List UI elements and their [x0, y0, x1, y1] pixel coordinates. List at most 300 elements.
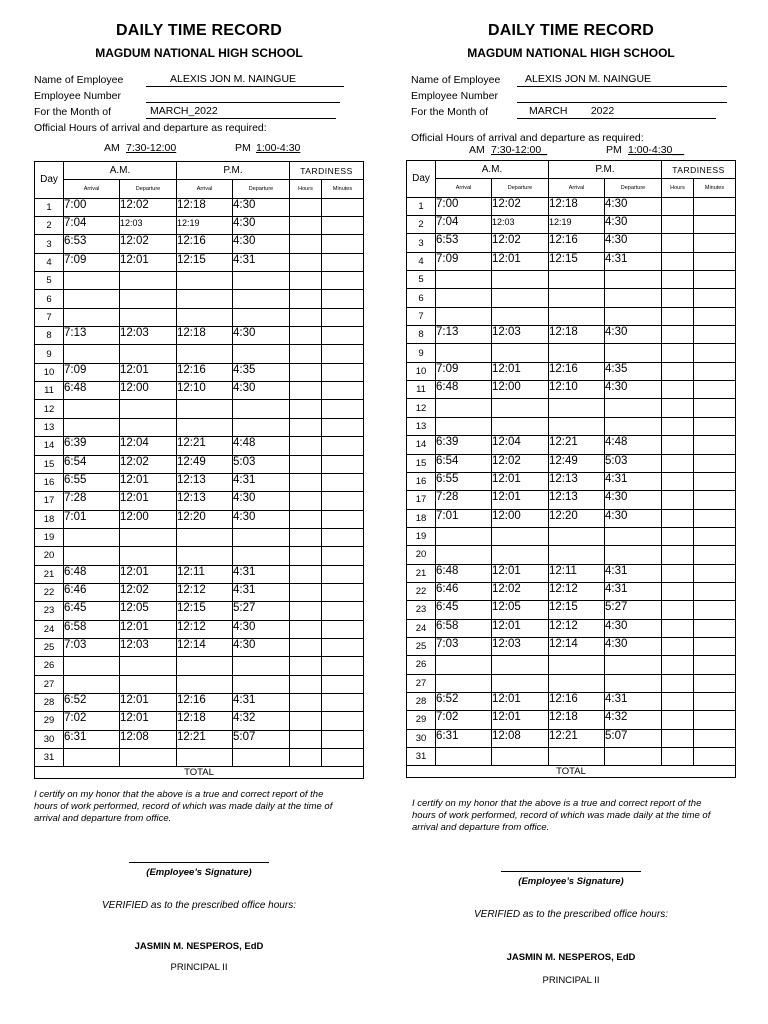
day-number: 23	[407, 601, 436, 619]
time-cell-am-in: 6:52	[64, 693, 120, 711]
table-row	[407, 216, 736, 234]
time-cell-am-out: 12:02	[492, 197, 549, 215]
time-cell-am-out: 12:05	[120, 602, 177, 620]
time-cell-pm-in: 12:16	[549, 234, 605, 252]
tardiness-minutes-cell	[322, 418, 364, 436]
day-number: 4	[407, 252, 436, 270]
table-row	[35, 712, 364, 730]
time-cell-pm-in	[549, 289, 605, 307]
official-hours-label: Official Hours of arrival and departure as required:	[34, 122, 267, 134]
time-cell-am-in: 7:03	[64, 638, 120, 656]
table-row	[35, 693, 364, 711]
time-cell-pm-in: 12:10	[549, 381, 605, 399]
day-number: 25	[35, 638, 64, 656]
time-cell-pm-in	[549, 546, 605, 564]
time-cell-am-in: 6:55	[436, 472, 492, 490]
tardiness-hours-cell	[290, 455, 322, 473]
time-cell-pm-in: 12:49	[549, 454, 605, 472]
time-cell-am-out: 12:03	[120, 217, 177, 235]
tardiness-minutes-cell	[322, 327, 364, 345]
tardiness-hours-cell	[290, 437, 322, 455]
day-number: 20	[407, 546, 436, 564]
table-row	[407, 252, 736, 270]
tardiness-hours-cell	[290, 290, 322, 308]
tardiness-minutes-cell	[694, 729, 736, 747]
arrival-header: Arrival	[436, 179, 492, 197]
tardiness-minutes-cell	[694, 197, 736, 215]
time-cell-am-out: 12:08	[120, 730, 177, 748]
time-cell-am-out	[492, 271, 549, 289]
table-row	[407, 307, 736, 325]
table-row	[35, 235, 364, 253]
time-cell-pm-in: 12:11	[549, 564, 605, 582]
time-cell-pm-in	[549, 656, 605, 674]
day-number: 11	[35, 382, 64, 400]
tardiness-minutes-cell	[694, 509, 736, 527]
time-cell-am-out: 12:04	[492, 436, 549, 454]
time-cell-am-in	[64, 272, 120, 290]
day-number: 19	[407, 527, 436, 545]
time-cell-am-out	[492, 307, 549, 325]
time-cell-pm-in	[177, 272, 233, 290]
time-cell-pm-out	[605, 546, 662, 564]
time-cell-pm-out: 4:30	[233, 217, 290, 235]
time-cell-am-in	[64, 528, 120, 546]
time-cell-am-out: 12:04	[120, 437, 177, 455]
tardiness-hours-cell	[662, 197, 694, 215]
time-cell-am-out: 12:03	[120, 327, 177, 345]
time-cell-am-out: 12:00	[492, 381, 549, 399]
time-cell-am-in: 7:13	[64, 327, 120, 345]
table-row	[35, 400, 364, 418]
time-cell-pm-out: 4:32	[605, 711, 662, 729]
time-cell-am-out: 12:01	[120, 712, 177, 730]
time-cell-am-in	[436, 674, 492, 692]
time-cell-am-out: 12:01	[120, 620, 177, 638]
school-name: MAGDUM NATIONAL HIGH SCHOOL	[467, 46, 675, 60]
verified-text: VERIFIED as to the prescribed office hours:	[474, 909, 668, 921]
departure-header: Departure	[120, 180, 177, 198]
time-cell-am-out: 12:02	[120, 455, 177, 473]
table-row	[407, 271, 736, 289]
tardiness-minutes-cell	[322, 675, 364, 693]
tardiness-hours-cell	[662, 436, 694, 454]
am-label: AM	[469, 144, 485, 156]
dtr-table	[34, 161, 364, 779]
day-number: 14	[35, 437, 64, 455]
time-cell-pm-out: 4:31	[605, 472, 662, 490]
arrival-header: Arrival	[549, 179, 605, 197]
time-cell-am-out	[492, 289, 549, 307]
time-cell-am-out	[120, 528, 177, 546]
principal-name: JASMIN M. NESPEROS, EdD	[134, 941, 264, 953]
tardiness-minutes-cell	[694, 692, 736, 710]
time-cell-pm-in: 12:18	[177, 327, 233, 345]
time-cell-am-in	[64, 657, 120, 675]
table-row	[407, 454, 736, 472]
time-cell-pm-out: 4:31	[233, 473, 290, 491]
tardiness-header: TARDINESS	[662, 161, 736, 179]
time-cell-am-out: 12:05	[492, 601, 549, 619]
minutes-header: Minutes	[322, 180, 364, 198]
table-row	[407, 197, 736, 215]
time-cell-am-out: 12:00	[492, 509, 549, 527]
tardiness-minutes-cell	[322, 198, 364, 216]
time-cell-am-in	[64, 675, 120, 693]
time-cell-pm-in: 12:16	[549, 692, 605, 710]
time-cell-am-out: 12:02	[492, 234, 549, 252]
day-number: 24	[407, 619, 436, 637]
time-cell-am-out	[492, 674, 549, 692]
arrival-header: Arrival	[177, 180, 233, 198]
time-cell-pm-out: 4:30	[233, 382, 290, 400]
day-number: 5	[35, 272, 64, 290]
time-cell-pm-out: 4:30	[233, 620, 290, 638]
day-number: 26	[35, 657, 64, 675]
time-cell-pm-out: 4:48	[605, 436, 662, 454]
time-cell-pm-out	[233, 749, 290, 767]
time-cell-pm-out: 4:30	[605, 637, 662, 655]
time-cell-am-in: 6:54	[64, 455, 120, 473]
time-cell-am-out: 12:01	[492, 692, 549, 710]
pm-header: P.M.	[549, 161, 662, 179]
time-cell-pm-out: 4:31	[233, 583, 290, 601]
time-cell-pm-out	[605, 656, 662, 674]
tardiness-minutes-cell	[694, 417, 736, 435]
day-number: 15	[407, 454, 436, 472]
table-row	[407, 729, 736, 747]
tardiness-hours-cell	[290, 583, 322, 601]
time-cell-pm-in: 12:16	[177, 363, 233, 381]
time-cell-pm-out: 4:31	[605, 582, 662, 600]
day-number: 9	[407, 344, 436, 362]
tardiness-minutes-cell	[694, 326, 736, 344]
day-number: 11	[407, 381, 436, 399]
time-cell-am-in: 6:58	[436, 619, 492, 637]
time-cell-pm-out	[233, 657, 290, 675]
time-cell-pm-in: 12:13	[549, 472, 605, 490]
time-cell-am-out: 12:01	[120, 363, 177, 381]
time-cell-pm-out: 4:31	[605, 692, 662, 710]
tardiness-hours-cell	[662, 417, 694, 435]
time-cell-am-out	[492, 546, 549, 564]
tardiness-minutes-cell	[322, 583, 364, 601]
day-number: 29	[407, 711, 436, 729]
day-number: 30	[407, 729, 436, 747]
time-cell-am-out: 12:03	[120, 638, 177, 656]
time-cell-am-in: 7:28	[64, 492, 120, 510]
tardiness-minutes-cell	[322, 712, 364, 730]
tardiness-hours-cell	[662, 454, 694, 472]
time-cell-pm-in: 12:16	[177, 693, 233, 711]
time-cell-pm-out: 5:07	[233, 730, 290, 748]
tardiness-hours-cell	[290, 528, 322, 546]
time-cell-pm-out: 4:31	[233, 565, 290, 583]
table-row	[407, 472, 736, 490]
time-cell-pm-in: 12:12	[549, 619, 605, 637]
time-cell-am-out	[120, 418, 177, 436]
tardiness-minutes-cell	[694, 307, 736, 325]
tardiness-minutes-cell	[694, 381, 736, 399]
time-cell-pm-in: 12:20	[177, 510, 233, 528]
tardiness-hours-cell	[662, 692, 694, 710]
certification-text: I certify on my honor that the above is a true and correct report of the hours of work performed, record of which was made daily at the time of arrival and departure from office.	[34, 789, 333, 825]
table-row	[35, 290, 364, 308]
time-cell-pm-in	[177, 749, 233, 767]
time-cell-pm-in: 12:10	[177, 382, 233, 400]
time-cell-pm-out: 4:31	[233, 693, 290, 711]
time-cell-pm-out: 4:30	[233, 198, 290, 216]
table-row	[35, 418, 364, 436]
day-number: 2	[407, 216, 436, 234]
table-row	[407, 527, 736, 545]
time-cell-am-in: 6:39	[64, 437, 120, 455]
time-cell-am-out: 12:08	[492, 729, 549, 747]
minutes-header: Minutes	[694, 179, 736, 197]
day-number: 16	[35, 473, 64, 491]
tardiness-minutes-cell	[694, 527, 736, 545]
time-cell-pm-out: 4:30	[605, 197, 662, 215]
time-cell-am-out	[492, 656, 549, 674]
day-number: 2	[35, 217, 64, 235]
time-cell-am-out	[120, 657, 177, 675]
time-cell-pm-out: 4:35	[233, 363, 290, 381]
principal-position: PRINCIPAL II	[542, 975, 600, 987]
table-row	[35, 565, 364, 583]
tardiness-hours-cell	[662, 289, 694, 307]
time-cell-pm-in: 12:15	[549, 252, 605, 270]
time-cell-pm-in: 12:21	[549, 436, 605, 454]
time-cell-am-in: 6:58	[64, 620, 120, 638]
time-cell-am-out: 12:01	[492, 252, 549, 270]
tardiness-minutes-cell	[322, 400, 364, 418]
tardiness-minutes-cell	[694, 491, 736, 509]
time-cell-am-out: 12:01	[492, 362, 549, 380]
time-cell-am-in	[436, 417, 492, 435]
hours-header: Hours	[290, 180, 322, 198]
time-cell-am-out: 12:02	[492, 582, 549, 600]
time-cell-am-in: 7:04	[436, 216, 492, 234]
signature-line	[501, 870, 641, 872]
time-cell-am-out: 12:00	[120, 510, 177, 528]
time-cell-am-in	[64, 290, 120, 308]
tardiness-minutes-cell	[694, 344, 736, 362]
tardiness-minutes-cell	[694, 436, 736, 454]
tardiness-hours-cell	[662, 509, 694, 527]
day-header: Day	[407, 161, 436, 198]
time-cell-am-in	[64, 547, 120, 565]
time-cell-am-in: 7:02	[436, 711, 492, 729]
table-row	[35, 510, 364, 528]
day-number: 19	[35, 528, 64, 546]
table-row	[35, 382, 364, 400]
time-cell-pm-in	[177, 418, 233, 436]
table-row	[35, 308, 364, 326]
day-number: 29	[35, 712, 64, 730]
time-cell-pm-in: 12:14	[177, 638, 233, 656]
tardiness-hours-cell	[662, 234, 694, 252]
am-hours-value: 7:30-12:00	[126, 142, 177, 154]
time-cell-pm-in: 12:21	[177, 437, 233, 455]
time-cell-am-in: 6:48	[64, 382, 120, 400]
time-cell-am-in: 6:31	[64, 730, 120, 748]
time-cell-am-out: 12:03	[492, 637, 549, 655]
tardiness-hours-cell	[290, 657, 322, 675]
tardiness-hours-cell	[290, 418, 322, 436]
time-cell-pm-out: 4:30	[605, 381, 662, 399]
time-cell-pm-out: 4:30	[233, 638, 290, 656]
day-header: Day	[35, 162, 64, 199]
pm-label: PM	[606, 144, 622, 156]
tardiness-minutes-cell	[694, 362, 736, 380]
time-cell-am-out	[492, 344, 549, 362]
day-number: 13	[35, 418, 64, 436]
time-cell-am-out: 12:01	[492, 564, 549, 582]
time-cell-pm-in: 12:18	[549, 711, 605, 729]
day-number: 12	[407, 399, 436, 417]
day-number: 3	[407, 234, 436, 252]
table-row	[35, 547, 364, 565]
day-number: 16	[407, 472, 436, 490]
tardiness-hours-cell	[290, 272, 322, 290]
departure-header: Departure	[233, 180, 290, 198]
day-number: 30	[35, 730, 64, 748]
tardiness-hours-cell	[290, 253, 322, 271]
employee-signature-label: (Employee’s Signature)	[518, 876, 624, 888]
time-cell-am-in: 6:54	[436, 454, 492, 472]
month-label: For the Month of	[34, 106, 112, 118]
time-cell-pm-out: 4:32	[233, 712, 290, 730]
time-cell-am-out	[492, 748, 549, 766]
tardiness-hours-cell	[290, 749, 322, 767]
time-cell-am-out: 12:01	[492, 711, 549, 729]
time-cell-pm-out	[233, 400, 290, 418]
time-cell-am-in: 6:45	[436, 601, 492, 619]
time-cell-am-out	[120, 547, 177, 565]
time-cell-pm-out	[233, 308, 290, 326]
departure-header: Departure	[605, 179, 662, 197]
table-row	[35, 272, 364, 290]
tardiness-minutes-cell	[322, 693, 364, 711]
table-row	[407, 674, 736, 692]
time-cell-pm-out	[233, 675, 290, 693]
total-label: TOTAL	[407, 766, 736, 778]
table-row	[35, 492, 364, 510]
time-cell-am-in	[436, 527, 492, 545]
time-cell-am-in: 7:04	[64, 217, 120, 235]
tardiness-minutes-cell	[322, 730, 364, 748]
time-cell-am-in: 7:09	[64, 253, 120, 271]
day-number: 25	[407, 637, 436, 655]
tardiness-minutes-cell	[322, 510, 364, 528]
time-cell-pm-out	[233, 272, 290, 290]
am-header: A.M.	[436, 161, 549, 179]
time-cell-pm-in: 12:15	[177, 602, 233, 620]
tardiness-minutes-cell	[694, 637, 736, 655]
tardiness-minutes-cell	[322, 620, 364, 638]
table-row	[35, 638, 364, 656]
day-number: 17	[35, 492, 64, 510]
day-number: 7	[35, 308, 64, 326]
day-number: 21	[35, 565, 64, 583]
tardiness-minutes-cell	[694, 711, 736, 729]
tardiness-hours-cell	[290, 602, 322, 620]
time-cell-am-in	[64, 749, 120, 767]
table-row	[407, 601, 736, 619]
time-cell-pm-out	[605, 748, 662, 766]
day-number: 18	[407, 509, 436, 527]
time-cell-pm-in: 12:16	[177, 235, 233, 253]
time-cell-am-out	[120, 675, 177, 693]
employee-name-value: ALEXIS JON M. NAINGUE	[525, 73, 652, 85]
official-hours-label: Official Hours of arrival and departure as required:	[411, 132, 644, 144]
tardiness-minutes-cell	[322, 565, 364, 583]
table-row	[35, 217, 364, 235]
table-row	[35, 198, 364, 216]
employee-name-label: Name of Employee	[34, 74, 124, 86]
day-number: 4	[35, 253, 64, 271]
time-cell-am-out: 12:01	[492, 619, 549, 637]
time-cell-am-in: 6:48	[436, 564, 492, 582]
tardiness-minutes-cell	[694, 271, 736, 289]
tardiness-hours-cell	[662, 637, 694, 655]
tardiness-hours-cell	[662, 564, 694, 582]
table-row	[35, 528, 364, 546]
time-cell-pm-in: 12:13	[549, 491, 605, 509]
time-cell-pm-out	[233, 290, 290, 308]
tardiness-hours-cell	[290, 565, 322, 583]
tardiness-hours-cell	[290, 217, 322, 235]
time-cell-am-out: 12:01	[120, 492, 177, 510]
time-cell-am-out: 12:01	[120, 693, 177, 711]
tardiness-hours-cell	[662, 601, 694, 619]
day-number: 15	[35, 455, 64, 473]
employee-name-value: ALEXIS JON M. NAINGUE	[170, 73, 297, 85]
time-cell-pm-out	[605, 527, 662, 545]
time-cell-am-out	[120, 345, 177, 363]
time-cell-pm-out	[233, 418, 290, 436]
tardiness-hours-cell	[290, 235, 322, 253]
tardiness-hours-cell	[290, 712, 322, 730]
time-cell-pm-out: 4:31	[605, 252, 662, 270]
am-header: A.M.	[64, 162, 177, 180]
table-row	[407, 637, 736, 655]
time-cell-pm-in: 12:16	[549, 362, 605, 380]
time-cell-pm-out	[233, 547, 290, 565]
time-cell-am-in	[436, 307, 492, 325]
time-cell-pm-in	[177, 657, 233, 675]
time-cell-am-out	[492, 399, 549, 417]
tardiness-minutes-cell	[694, 454, 736, 472]
time-cell-pm-in: 12:11	[177, 565, 233, 583]
table-row	[407, 564, 736, 582]
table-row	[407, 417, 736, 435]
time-cell-am-in	[436, 656, 492, 674]
table-row	[35, 455, 364, 473]
table-row	[35, 620, 364, 638]
table-row	[35, 730, 364, 748]
table-row	[407, 509, 736, 527]
time-cell-pm-in: 12:12	[549, 582, 605, 600]
tardiness-hours-cell	[662, 546, 694, 564]
tardiness-minutes-cell	[322, 272, 364, 290]
time-cell-pm-in	[549, 399, 605, 417]
table-row	[407, 619, 736, 637]
pm-hours-value: 1:00-4:30__	[628, 144, 685, 156]
day-number: 22	[407, 582, 436, 600]
time-cell-pm-in	[177, 400, 233, 418]
time-cell-am-in: 7:13	[436, 326, 492, 344]
